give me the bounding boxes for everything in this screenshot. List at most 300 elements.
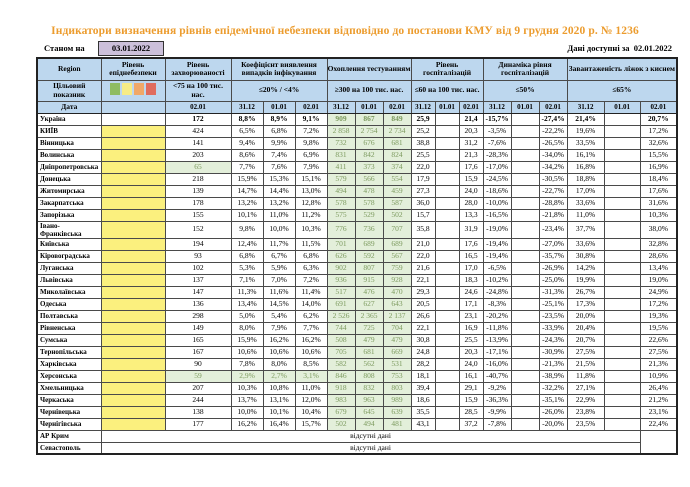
data-cell: -17,0%	[483, 161, 511, 173]
data-cell	[435, 274, 459, 286]
data-cell: 167	[165, 346, 231, 358]
data-cell: 139	[165, 185, 231, 197]
data-cell: 6,9%	[295, 149, 327, 161]
data-cell: 31,2	[459, 137, 483, 149]
data-cell: -34,2%	[539, 161, 567, 173]
col-header-coef: Коефіцієнт виявлення випадків інфікування	[231, 58, 327, 80]
data-cell: 13,2%	[263, 197, 295, 209]
data-cell: 639	[383, 406, 411, 418]
data-cell	[511, 298, 539, 310]
data-cell: -26,9%	[539, 262, 567, 274]
data-cell: 566	[355, 173, 383, 185]
data-cell: 5,9%	[263, 262, 295, 274]
data-cell: 832	[355, 382, 383, 394]
data-cell	[511, 334, 539, 346]
region-name: Житомирська	[37, 185, 101, 197]
table-row	[37, 298, 677, 310]
data-cell: 17,2%	[640, 125, 677, 137]
data-cell: 39,4	[411, 382, 435, 394]
table-row	[37, 334, 677, 346]
data-cell	[435, 209, 459, 221]
data-cell: 831	[327, 149, 355, 161]
data-cell: -21,3%	[539, 358, 567, 370]
data-cell: 7,7%	[295, 322, 327, 334]
data-cell: 20,0%	[567, 310, 604, 322]
data-cell: -20,0%	[539, 418, 567, 430]
data-cell: 14,2%	[567, 262, 604, 274]
data-cell	[604, 382, 640, 394]
data-cell	[604, 149, 640, 161]
data-cell: 15,7%	[295, 418, 327, 430]
date-cell: 02.01	[459, 101, 483, 113]
data-cell: 25,5	[459, 334, 483, 346]
data-cell: -16,5%	[483, 209, 511, 221]
data-cell	[604, 406, 640, 418]
data-cell: 424	[165, 125, 231, 137]
region-name: КИЇВ	[37, 125, 101, 137]
data-cell: 16,9%	[640, 161, 677, 173]
data-cell: 138	[165, 406, 231, 418]
data-cell	[604, 418, 640, 430]
data-cell: 21,0	[411, 238, 435, 250]
data-cell: 17,6%	[640, 185, 677, 197]
data-cell	[604, 298, 640, 310]
data-cell: 203	[165, 149, 231, 161]
data-cell: 963	[355, 394, 383, 406]
data-cell: -30,5%	[539, 173, 567, 185]
data-cell: 244	[165, 394, 231, 406]
data-cell: 759	[383, 262, 411, 274]
data-cell: 6,8%	[231, 250, 263, 262]
data-cell	[604, 358, 640, 370]
data-cell: 298	[165, 310, 231, 322]
data-cell: 207	[165, 382, 231, 394]
date-cell: 31.12	[411, 101, 435, 113]
region-name: Вінницька	[37, 137, 101, 149]
data-cell	[435, 173, 459, 185]
data-cell: -28,3%	[483, 149, 511, 161]
region-name: АР Крим	[37, 430, 101, 442]
region-name: Черкаська	[37, 394, 101, 406]
data-cell: 411	[327, 161, 355, 173]
data-cell: 17,0%	[567, 185, 604, 197]
data-cell	[511, 274, 539, 286]
data-cell: 529	[355, 209, 383, 221]
data-cell	[435, 370, 459, 382]
data-cell: 33,6%	[567, 238, 604, 250]
region-name: Дніпропетровська	[37, 161, 101, 173]
data-cell	[435, 418, 459, 430]
data-cell: 65	[165, 161, 231, 173]
data-cell: 19,9%	[567, 274, 604, 286]
data-cell: 26,7%	[567, 286, 604, 298]
data-cell: 9,8%	[295, 137, 327, 149]
data-cell: 936	[327, 274, 355, 286]
data-cell	[511, 322, 539, 334]
data-cell	[511, 185, 539, 197]
col-header-bed: Завантаженість ліжок з киснем	[567, 58, 677, 80]
table-row	[37, 442, 677, 454]
level-cell	[101, 113, 165, 125]
data-cell: -19,4%	[483, 238, 511, 250]
data-cell: -32,2%	[539, 382, 567, 394]
level-cell	[101, 209, 165, 221]
data-cell: 582	[327, 358, 355, 370]
region-name: Львівська	[37, 274, 101, 286]
date-cell: 31.12	[567, 101, 604, 113]
data-cell: 669	[383, 346, 411, 358]
level-cell	[101, 406, 165, 418]
page-title: Індикатори визначення рівнів епідемічної небезпеки відповідно до постанови КМУ від 9 грудня 2020 р. № 1236	[51, 25, 639, 37]
data-cell: 562	[355, 358, 383, 370]
region-name: Київська	[37, 238, 101, 250]
data-cell: -23,5%	[539, 310, 567, 322]
data-cell: 9,4%	[231, 137, 263, 149]
region-name: Чернівецька	[37, 406, 101, 418]
data-cell	[604, 310, 640, 322]
data-cell: 459	[383, 185, 411, 197]
level-cell	[101, 310, 165, 322]
data-cell: 12,0%	[295, 394, 327, 406]
table-row	[37, 346, 677, 358]
data-cell: 15,3%	[263, 173, 295, 185]
data-cell: 21,4	[459, 113, 483, 125]
data-cell: -18,6%	[483, 185, 511, 197]
data-cell: 29,1	[459, 382, 483, 394]
data-cell: 21,5%	[567, 358, 604, 370]
data-cell: 27,5%	[567, 346, 604, 358]
as-of-label: Станом на	[44, 43, 85, 53]
data-cell: 12,4%	[231, 238, 263, 250]
data-cell: -22,2%	[539, 125, 567, 137]
table-row	[37, 406, 677, 418]
data-cell: 643	[383, 298, 411, 310]
data-cell: 5,3%	[231, 262, 263, 274]
data-cell: 28,2	[411, 358, 435, 370]
region-name: Чернігівська	[37, 418, 101, 430]
date-cell: 01.01	[263, 101, 295, 113]
data-cell: 21,2%	[640, 394, 677, 406]
data-cell: -9,9%	[483, 406, 511, 418]
data-cell: 517	[327, 286, 355, 298]
data-cell: 218	[165, 173, 231, 185]
indicators-table	[36, 57, 678, 455]
table-row	[37, 418, 677, 430]
data-cell: 13,1%	[263, 394, 295, 406]
data-available-label: Дані доступні за	[567, 43, 630, 53]
level-cell	[101, 358, 165, 370]
table-row	[37, 358, 677, 370]
data-cell: 627	[355, 298, 383, 310]
data-cell	[435, 250, 459, 262]
data-cell	[604, 370, 640, 382]
region-name: Донецька	[37, 173, 101, 185]
data-cell: 15,9	[459, 173, 483, 185]
data-cell: 102	[165, 262, 231, 274]
data-cell: 24,0	[459, 358, 483, 370]
data-cell: 27,3	[411, 185, 435, 197]
data-cell: 587	[383, 197, 411, 209]
data-cell: 137	[165, 274, 231, 286]
data-cell: -27,4%	[539, 113, 567, 125]
data-cell: -33,9%	[539, 322, 567, 334]
data-cell	[511, 238, 539, 250]
data-cell: 16,4%	[263, 418, 295, 430]
date-cell: 31.12	[231, 101, 263, 113]
data-cell: 10,9%	[640, 370, 677, 382]
data-cell: 155	[165, 209, 231, 221]
data-cell: 803	[383, 382, 411, 394]
data-cell: 7,2%	[295, 274, 327, 286]
data-cell: 16,2%	[231, 418, 263, 430]
data-cell: 17,0	[459, 262, 483, 274]
data-cell	[435, 125, 459, 137]
data-cell: 32,6%	[640, 137, 677, 149]
table-row	[37, 161, 677, 173]
col-header-sick: Рівень захворюваності	[165, 58, 231, 80]
data-cell: 2 754	[355, 125, 383, 137]
data-cell: 22,1	[411, 274, 435, 286]
data-cell	[511, 394, 539, 406]
data-cell: 824	[383, 149, 411, 161]
data-cell: 165	[165, 334, 231, 346]
data-cell: -24,8%	[483, 286, 511, 298]
data-cell: 20,4%	[567, 322, 604, 334]
data-cell: 645	[355, 406, 383, 418]
level-cell	[101, 382, 165, 394]
data-cell: -26,5%	[539, 137, 567, 149]
data-cell: 744	[327, 322, 355, 334]
data-cell: 502	[327, 418, 355, 430]
region-name: Миколаївська	[37, 286, 101, 298]
data-cell: 11,3%	[231, 286, 263, 298]
data-cell	[604, 286, 640, 298]
data-cell	[604, 137, 640, 149]
data-cell: 10,6%	[231, 346, 263, 358]
data-cell: -6,5%	[483, 262, 511, 274]
data-cell: 16,5	[459, 250, 483, 262]
level-cell	[101, 250, 165, 262]
table-body	[37, 113, 677, 454]
level-cell	[101, 221, 165, 238]
data-cell	[604, 346, 640, 358]
data-cell: 732	[327, 137, 355, 149]
data-cell: 18,4%	[640, 173, 677, 185]
data-cell	[435, 221, 459, 238]
data-cell: 11,7%	[263, 238, 295, 250]
region-name: Одеська	[37, 298, 101, 310]
data-cell: 23,5%	[567, 418, 604, 430]
data-cell: -9,2%	[483, 382, 511, 394]
data-cell: 26,4%	[640, 382, 677, 394]
data-cell	[511, 286, 539, 298]
data-cell: -24,5%	[483, 173, 511, 185]
data-cell: 36,0	[411, 197, 435, 209]
region-name: Україна	[37, 113, 101, 125]
data-cell: 15,7	[411, 209, 435, 221]
data-cell	[604, 238, 640, 250]
data-cell: 21,4%	[567, 113, 604, 125]
data-cell: 679	[327, 406, 355, 418]
data-cell: 28,5	[459, 406, 483, 418]
data-cell	[604, 113, 640, 125]
data-cell: -31,3%	[539, 286, 567, 298]
date-row-label: Дата	[37, 101, 101, 113]
data-cell	[435, 113, 459, 125]
no-data-cell: відсутні дані	[101, 442, 640, 454]
data-cell: 33,6%	[567, 197, 604, 209]
data-cell: 7,1%	[231, 274, 263, 286]
data-cell	[604, 197, 640, 209]
data-cell: 11,2%	[295, 209, 327, 221]
data-cell: 808	[355, 370, 383, 382]
data-cell: 689	[355, 238, 383, 250]
col-header-level: Рівень епіднебезпеки	[101, 58, 165, 80]
data-cell: 13,3	[459, 209, 483, 221]
data-cell: -38,9%	[539, 370, 567, 382]
data-cell	[511, 262, 539, 274]
data-cell: 15,9%	[231, 334, 263, 346]
data-cell: -35,7%	[539, 250, 567, 262]
data-cell	[435, 322, 459, 334]
table-row	[37, 382, 677, 394]
data-cell: -10,0%	[483, 197, 511, 209]
data-cell: -20,2%	[483, 310, 511, 322]
data-cell: 11,8%	[567, 370, 604, 382]
data-cell: 11,0%	[263, 209, 295, 221]
table-row	[37, 238, 677, 250]
data-cell: 32,8%	[640, 238, 677, 250]
data-cell: 502	[383, 209, 411, 221]
data-cell: 16,8%	[567, 161, 604, 173]
data-cell: 178	[165, 197, 231, 209]
data-cell: 31,6%	[640, 197, 677, 209]
data-cell: 141	[165, 137, 231, 149]
data-cell: 8,8%	[231, 113, 263, 125]
data-cell	[511, 161, 539, 173]
table-row	[37, 262, 677, 274]
data-cell: 38,8	[411, 137, 435, 149]
data-cell: 807	[355, 262, 383, 274]
data-cell: -7,6%	[483, 137, 511, 149]
table-row	[37, 209, 677, 221]
data-cell	[511, 137, 539, 149]
data-cell: 17,9	[411, 173, 435, 185]
level-cell	[101, 238, 165, 250]
data-cell: 19,3%	[640, 310, 677, 322]
data-cell: 7,4%	[263, 149, 295, 161]
data-cell	[511, 382, 539, 394]
data-cell	[604, 274, 640, 286]
legend-color-square	[146, 83, 156, 95]
data-cell: 14,5%	[263, 298, 295, 310]
data-cell: 842	[355, 149, 383, 161]
data-cell: 20,7%	[567, 334, 604, 346]
data-cell	[604, 334, 640, 346]
region-name: Полтавська	[37, 310, 101, 322]
data-cell	[604, 394, 640, 406]
data-cell: 152	[165, 221, 231, 238]
data-cell	[435, 137, 459, 149]
region-name: Севастополь	[37, 442, 101, 454]
data-cell: 43,1	[411, 418, 435, 430]
data-cell: 21,6	[411, 262, 435, 274]
data-cell: 478	[355, 185, 383, 197]
data-cell	[511, 358, 539, 370]
data-cell: 24,8	[411, 346, 435, 358]
data-cell: 701	[327, 238, 355, 250]
region-name: Закарпатська	[37, 197, 101, 209]
level-legend-squares	[110, 83, 156, 95]
data-cell: 16,2%	[295, 334, 327, 346]
data-cell	[511, 125, 539, 137]
data-cell: 676	[355, 137, 383, 149]
data-cell: 29,3	[411, 286, 435, 298]
data-cell: 8,9%	[263, 113, 295, 125]
data-cell: 531	[383, 358, 411, 370]
level-legend-cell	[101, 80, 165, 101]
level-cell	[101, 161, 165, 173]
data-cell: 37,7%	[567, 221, 604, 238]
level-cell	[101, 197, 165, 209]
data-cell: 592	[355, 250, 383, 262]
data-cell: 22,6%	[640, 334, 677, 346]
level-cell	[101, 394, 165, 406]
data-cell: 22,0	[411, 250, 435, 262]
region-name: Івано-Франківська	[37, 221, 101, 238]
data-cell: 16,1	[459, 370, 483, 382]
data-cell: 16,1%	[567, 149, 604, 161]
data-cell: 575	[327, 209, 355, 221]
data-cell: -17,1%	[483, 346, 511, 358]
data-cell: 3,1%	[295, 370, 327, 382]
data-cell: 16,9	[459, 322, 483, 334]
data-cell: 2,9%	[231, 370, 263, 382]
data-cell: 12,8%	[295, 197, 327, 209]
data-cell: 7,9%	[263, 322, 295, 334]
data-cell: 27,1%	[567, 382, 604, 394]
data-cell	[435, 382, 459, 394]
meta-row	[36, 41, 674, 56]
data-cell: 7,8%	[231, 358, 263, 370]
data-cell: 707	[383, 221, 411, 238]
data-cell: 38,0%	[640, 221, 677, 238]
region-name: Хмельницька	[37, 382, 101, 394]
data-cell	[435, 286, 459, 298]
data-cell: 2 858	[327, 125, 355, 137]
table-row	[37, 310, 677, 322]
data-cell: 7,2%	[295, 125, 327, 137]
data-cell	[604, 322, 640, 334]
data-cell	[511, 113, 539, 125]
data-cell: 681	[383, 137, 411, 149]
data-cell: 846	[327, 370, 355, 382]
data-cell: 11,5%	[295, 238, 327, 250]
data-cell: 15,9	[459, 394, 483, 406]
data-cell	[604, 125, 640, 137]
data-cell	[511, 370, 539, 382]
data-cell: 37,2	[459, 418, 483, 430]
data-cell: 10,3%	[231, 382, 263, 394]
target-dyn: ≤50%	[483, 80, 567, 101]
data-cell: 2 365	[355, 310, 383, 322]
data-cell: -7,8%	[483, 418, 511, 430]
data-cell: 470	[383, 286, 411, 298]
table-row	[37, 113, 677, 125]
data-cell: -26,0%	[539, 406, 567, 418]
data-cell: 6,7%	[263, 250, 295, 262]
legend-color-square	[110, 83, 120, 95]
